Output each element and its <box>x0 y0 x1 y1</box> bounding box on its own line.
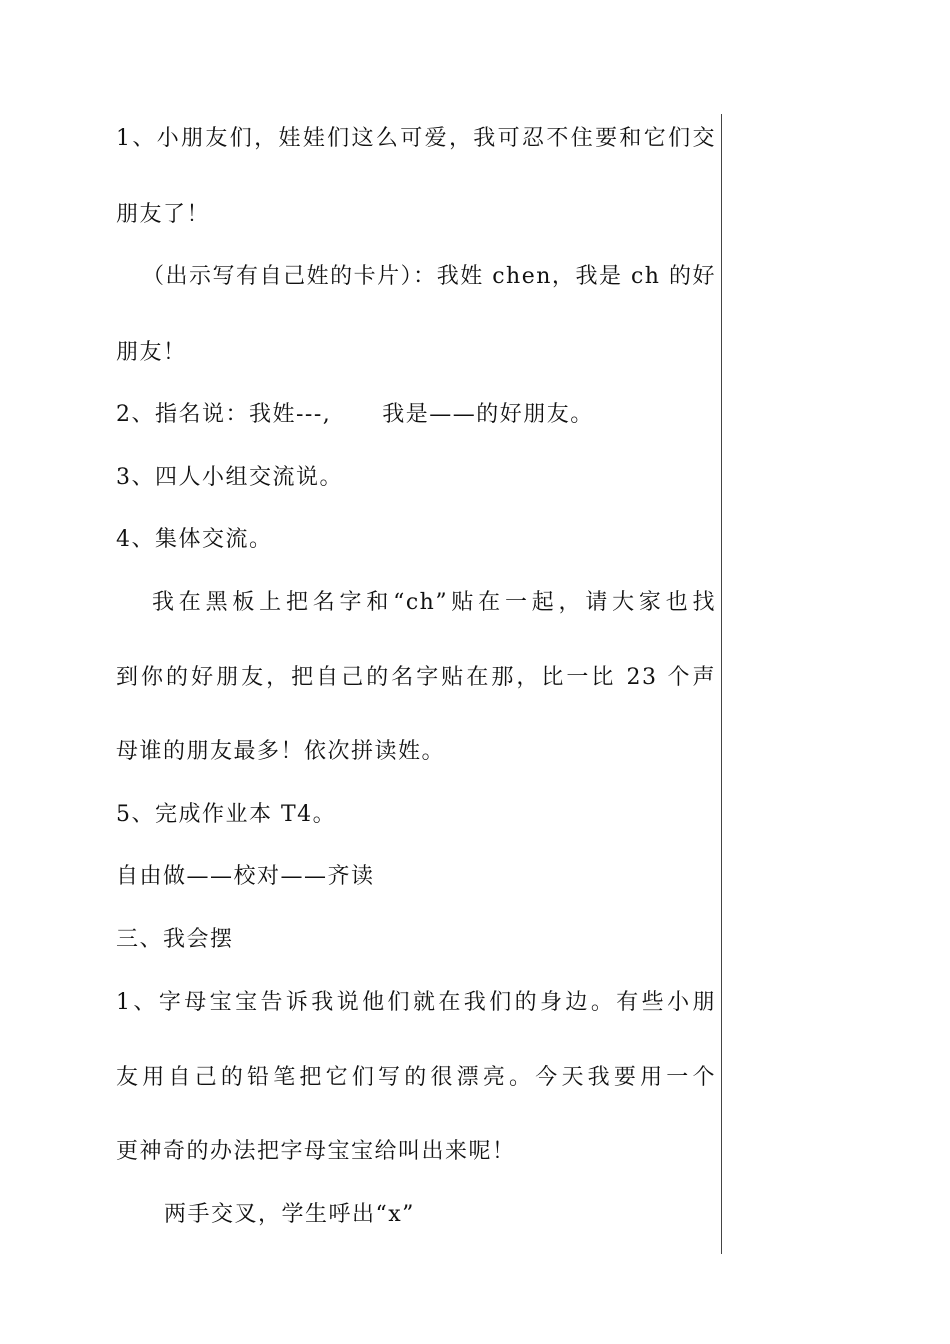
text-line: 朋友！ <box>116 340 187 365</box>
section-heading: 三、我会摆 <box>116 927 234 952</box>
text-line: 1、小朋友们，娃娃们这么可爱，我可忍不住要和它们交 <box>116 126 716 151</box>
text-line: 4、集体交流。 <box>116 527 273 552</box>
text-line: 友用自己的铅笔把它们写的很漂亮。今天我要用一个 <box>116 1065 716 1090</box>
text-line: 3、四人小组交流说。 <box>116 465 343 490</box>
text-line: 自由做——校对——齐读 <box>116 864 375 889</box>
text-line: 朋友了！ <box>116 202 211 227</box>
text-line: 两手交叉，学生呼出“x” <box>164 1202 415 1227</box>
text-line: 2、指名说：我姓---, 我是——的好朋友。 <box>116 402 594 427</box>
text-line: 我在黑板上把名字和“ch”贴在一起，请大家也找 <box>152 590 716 615</box>
text-line: 母谁的朋友最多！依次拼读姓。 <box>116 739 446 764</box>
text-line: （出示写有自己姓的卡片）：我姓 chen，我是 ch 的好 <box>142 264 716 289</box>
text-line: 更神奇的办法把字母宝宝给叫出来呢！ <box>116 1139 516 1164</box>
margin-rule <box>721 114 722 1254</box>
text-line: 1、字母宝宝告诉我说他们就在我们的身边。有些小朋 <box>116 990 716 1015</box>
text-line: 5、完成作业本 T4。 <box>116 802 337 827</box>
text-line: 到你的好朋友，把自己的名字贴在那，比一比 23 个声 <box>116 665 716 690</box>
